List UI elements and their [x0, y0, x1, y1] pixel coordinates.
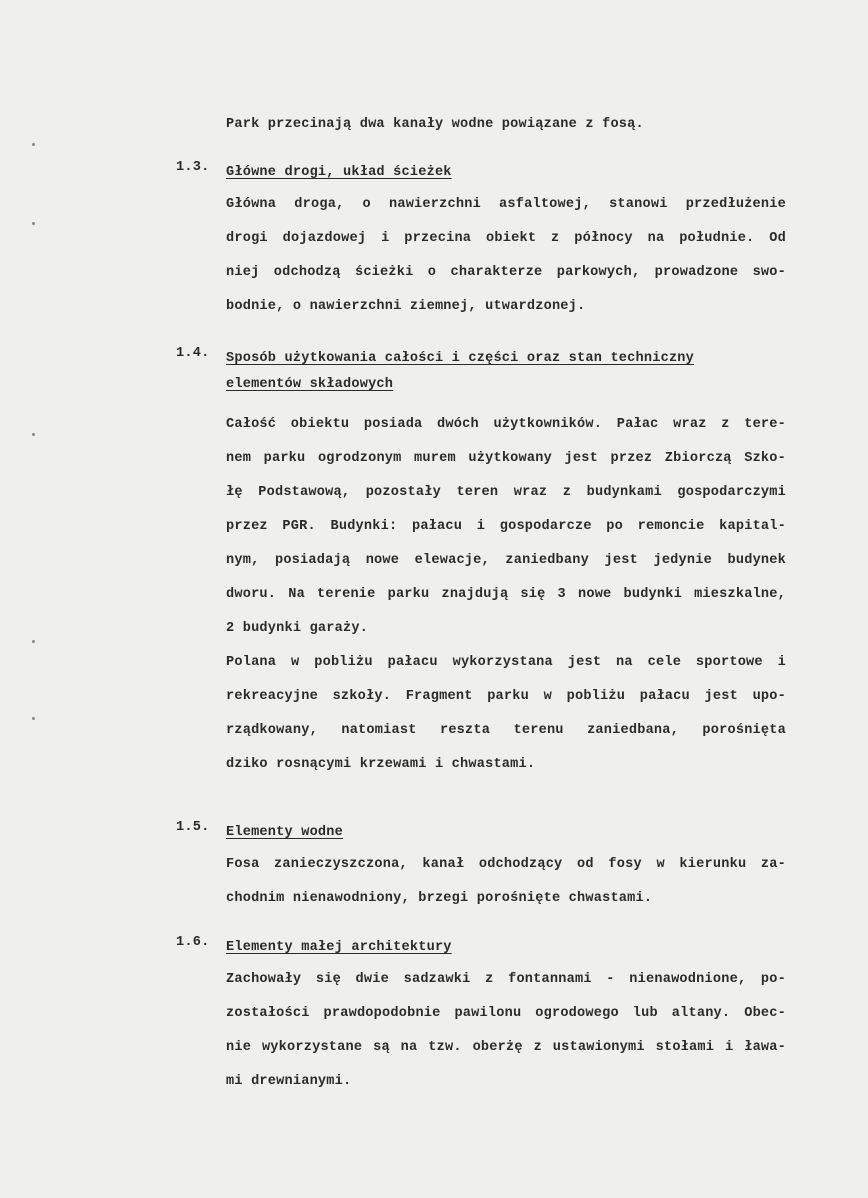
margin-mark — [32, 222, 35, 225]
paragraph-line: mi drewnianymi. — [226, 1074, 352, 1089]
paragraph-line: rekreacyjne szkoły. Fragment parku w pobliżu pałacu jest upo- — [226, 689, 786, 704]
paragraph-line: bodnie, o nawierzchni ziemnej, utwardzonej. — [226, 299, 586, 314]
paragraph-line: przez PGR. Budynki: pałacu i gospodarcze po remoncie kapital- — [226, 519, 786, 534]
section-heading-line: elementów składowych — [226, 377, 394, 392]
section-number: 1.6. — [176, 935, 210, 950]
paragraph-line: dworu. Na terenie parku znajdują się 3 nowe budynki mieszkalne, — [226, 587, 786, 602]
section-heading — [226, 160, 786, 186]
margin-mark — [32, 640, 35, 643]
paragraph-line: zostałości prawdopodobnie pawilonu ogrodowego lub altany. Obec- — [226, 1006, 786, 1021]
paragraph-line: nem parku ogrodzonym murem użytkowany jest przez Zbiorczą Szko- — [226, 451, 786, 466]
section-paragraph — [226, 963, 786, 1099]
section-paragraph — [226, 408, 786, 782]
paragraph-line: Całość obiektu posiada dwóch użytkowników. Pałac wraz z tere- — [226, 417, 786, 432]
section-heading-line: Elementy wodne — [226, 825, 344, 840]
paragraph-line: Fosa zanieczyszczona, kanał odchodzący od fosy w kierunku za- — [226, 857, 786, 872]
paragraph-line: drogi dojazdowej i przecina obiekt z północy na południe. Od — [226, 231, 786, 246]
section-heading-line: Elementy małej architektury — [226, 940, 452, 955]
margin-mark — [32, 717, 35, 720]
section-paragraph — [226, 188, 786, 324]
paragraph-line: chodnim nienawodniony, brzegi porośnięte chwastami. — [226, 891, 653, 906]
section-number: 1.4. — [176, 346, 210, 361]
margin-mark — [32, 143, 35, 146]
paragraph-line: Polana w pobliżu pałacu wykorzystana jest na cele sportowe i — [226, 655, 786, 670]
paragraph-line: rządkowany, natomiast reszta terenu zaniedbana, porośnięta — [226, 723, 786, 738]
paragraph-line: 2 budynki garaży. — [226, 621, 369, 636]
section-number: 1.3. — [176, 160, 210, 175]
section-number: 1.5. — [176, 820, 210, 835]
paragraph-line: nym, posiadają nowe elewacje, zaniedbany jest jedynie budynek — [226, 553, 786, 568]
paragraph-line: Główna droga, o nawierzchni asfaltowej, stanowi przedłużenie — [226, 197, 786, 212]
section-heading-line: Główne drogi, układ ścieżek — [226, 165, 452, 180]
margin-mark — [32, 433, 35, 436]
section-heading — [226, 935, 786, 961]
section-heading — [226, 820, 786, 846]
paragraph-line: nie wykorzystane są na tzw. oberżę z ustawionymi stołami i ława- — [226, 1040, 786, 1055]
paragraph-line: niej odchodzą ścieżki o charakterze parkowych, prowadzone swo- — [226, 265, 786, 280]
paragraph-line: dziko rosnącymi krzewami i chwastami. — [226, 757, 536, 772]
section-heading — [226, 346, 786, 398]
paragraph-line: Zachowały się dwie sadzawki z fontannami - nienawodnione, po- — [226, 972, 786, 987]
section-heading-line: Sposób użytkowania całości i części oraz stan techniczny — [226, 351, 695, 366]
paragraph-line: łę Podstawową, pozostały teren wraz z budynkami gospodarczymi — [226, 485, 786, 500]
section-paragraph — [226, 848, 786, 916]
intro-line: Park przecinają dwa kanały wodne powiązane z fosą. — [226, 117, 644, 132]
